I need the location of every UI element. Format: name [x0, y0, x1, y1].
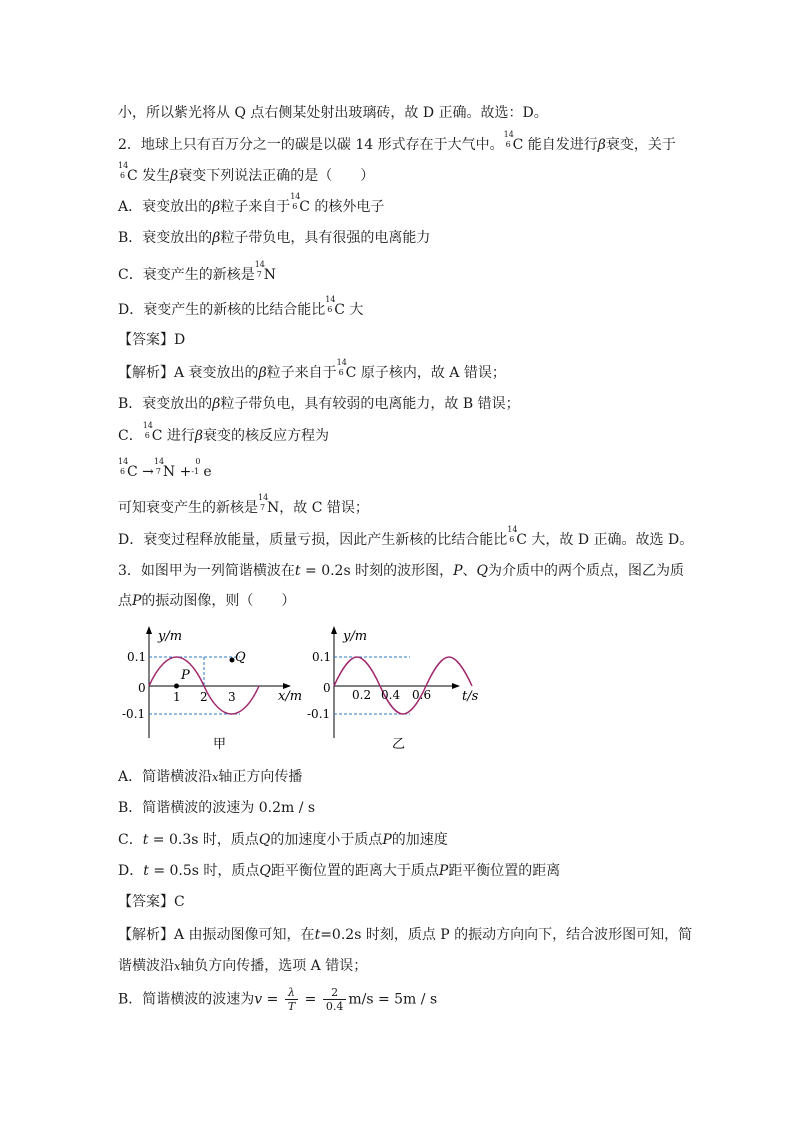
carbon-14-isotope: 14 6: [503, 130, 514, 149]
svg-text:甲: 甲: [213, 737, 227, 752]
nitrogen-14-isotope: 14 7: [254, 260, 265, 279]
carbon-14-isotope: 14 6: [142, 421, 153, 440]
carbon-14-isotope: 14 6: [118, 457, 129, 476]
svg-text:0.6: 0.6: [412, 688, 432, 702]
text: C 能自发进行: [512, 137, 598, 153]
option-3d: D．t = 0.5s 时，质点Q距平衡位置的距离大于质点P距平衡位置的距离: [118, 863, 561, 879]
svg-text:P: P: [181, 668, 190, 683]
option-b: B．衰变放出的β粒子带负电，具有很强的电离能力: [118, 230, 431, 246]
option-c: C．衰变产生的新核是 14 7 N: [118, 260, 276, 283]
svg-text:Q: Q: [235, 650, 246, 665]
svg-text:0.4: 0.4: [381, 688, 401, 702]
beta-symbol: β: [170, 168, 179, 184]
svg-text:0.2: 0.2: [352, 688, 372, 702]
text: 衰变下列说法正确的是（ ）: [178, 168, 375, 184]
explanation-3-a: 【解析】A 由振动图像可知，在t=0.2s 时刻，质点 P 的振动方向向下，结合波形图可知，简: [118, 927, 693, 943]
question-3-stem-line-2: 点P的振动图像，则（ ）: [118, 593, 296, 609]
wave-figures: [110, 620, 510, 760]
svg-text:3: 3: [228, 690, 236, 704]
answer-2: 【答案】D: [118, 332, 186, 348]
option-3c: C．t = 0.3s 时，质点Q的加速度小于质点P的加速度: [118, 832, 448, 848]
svg-text:1: 1: [173, 690, 181, 704]
electron-symbol: 0 -1: [191, 457, 201, 476]
svg-text:y/m: y/m: [158, 629, 183, 644]
nuclear-equation: 14 6 C → 14 7 N + 0 -1 e: [118, 457, 212, 480]
svg-text:0.1: 0.1: [127, 650, 147, 664]
explanation-2-d: 可知衰变产生的新核是 14 7 N，故 C 错误；: [118, 493, 369, 516]
svg-text:2: 2: [200, 690, 208, 704]
explanation-2-a: 【解析】A 衰变放出的β粒子来自于 14 6 C 原子核内，故 A 错误；: [118, 358, 506, 381]
svg-text:-0.1: -0.1: [307, 707, 331, 721]
option-d: D．衰变产生的新核的比结合能比 14 6 C 大: [118, 295, 364, 318]
svg-text:t/s: t/s: [462, 689, 479, 704]
option-3b: B．简谐横波的波速为 0.2m / s: [118, 800, 316, 816]
explanation-3-b: 谐横波沿x轴负方向传播，选项 A 错误；: [118, 958, 368, 974]
fraction-lambda-over-t: $\frac{\lambda}{T}$: [285, 986, 298, 1013]
svg-text:-0.1: -0.1: [122, 707, 146, 721]
svg-text:y/m: y/m: [343, 629, 368, 644]
explanation-2-e: D．衰变过程释放能量，质量亏损，因此产生新核的比结合能比 14 6 C 大，故 D 正确。故选 D。: [118, 525, 694, 548]
question-2-stem-line-2: [118, 161, 375, 186]
nitrogen-14-isotope: 14 7: [153, 457, 165, 476]
carbon-14-isotope: 14 6: [290, 192, 301, 211]
fraction-2-over-0.4: $\frac{2}{0.4}$: [323, 986, 347, 1013]
svg-text:乙: 乙: [392, 737, 406, 752]
point-p: [174, 684, 179, 689]
text-line: [118, 103, 548, 123]
carbon-14-isotope: 14 6: [325, 295, 336, 314]
explanation-2-b: B．衰变放出的β粒子带负电，具有较弱的电离能力，故 B 错误；: [118, 396, 520, 412]
point-q: [230, 658, 235, 663]
answer-3: 【答案】C: [118, 894, 185, 910]
explanation-2-c: C． 14 6 C 进行β衰变的核反应方程为: [118, 421, 329, 444]
carbon-14-isotope: 14 6: [507, 525, 518, 544]
beta-symbol: β: [597, 137, 606, 153]
question-3-stem: 3．如图甲为一列简谐横波在t = 0.2s 时刻的波形图，P、Q为介质中的两个质点，图乙为质: [118, 563, 684, 579]
text: 小，所以紫光将从 Q 点右侧某处射出玻璃砖，故 D 正确。故选：D。: [118, 105, 548, 121]
vibration-graph-yi: [307, 626, 479, 752]
option-a: A．衰变放出的β粒子来自于 14 6 C 的核外电子: [118, 192, 385, 215]
svg-text:0.1: 0.1: [312, 650, 332, 664]
svg-text:0: 0: [138, 681, 146, 695]
svg-text:0: 0: [323, 681, 331, 695]
question-2-stem: [118, 130, 676, 155]
carbon-14-isotope: 14 6: [118, 161, 129, 180]
text: 2．地球上只有百万分之一的碳是以碳 14 形式存在于大气中。: [118, 137, 504, 153]
text: C 发生: [127, 168, 171, 184]
nitrogen-14-isotope: 14 7: [258, 493, 269, 512]
explanation-3-c: B．简谐横波的波速为v = $\frac{\lambda}{T}$ = $\frac{2}{0.4}$ m/s = 5m / s: [118, 986, 438, 1013]
carbon-14-isotope: 14 6: [336, 358, 347, 377]
svg-text:x/m: x/m: [278, 689, 303, 704]
option-3a: A．简谐横波沿x轴正方向传播: [118, 769, 303, 785]
waveform-graph-jia: [122, 626, 302, 752]
text: 衰变，关于: [605, 137, 676, 153]
